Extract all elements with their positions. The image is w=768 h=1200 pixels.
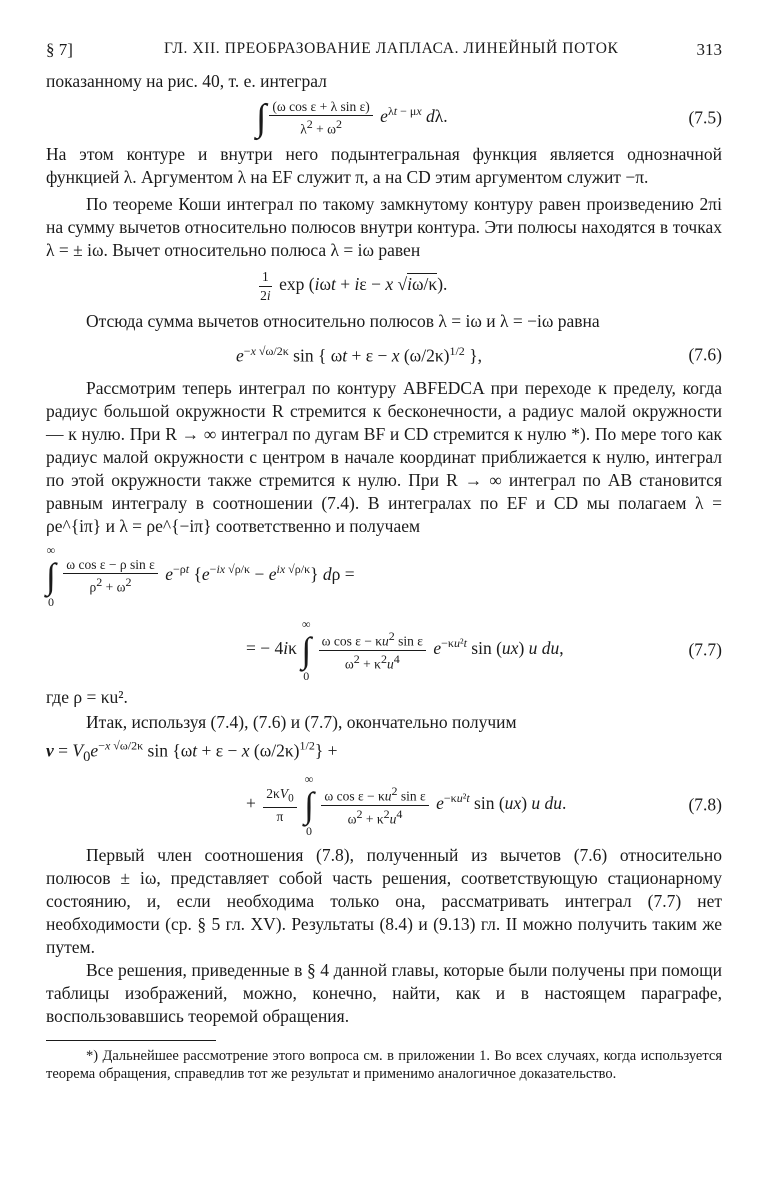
equation-7-7-line-2 <box>46 614 722 686</box>
equation-number: (7.7) <box>688 639 722 660</box>
equation-7-8-line-1 <box>46 734 722 770</box>
equation-7-7-line-1 <box>46 538 722 614</box>
equation-7-7-line-2-body: = − 4iκ ∞ ∫ 0 $\frac{\omega \cos \varepsilon - \kappa u^2 \sin \varepsilon}{\omega^2 + \kappa^2u^4}$ $e^{-\kappa u^2t}$ sin (ux) u du, <box>246 617 564 683</box>
equation-7-5 <box>46 93 722 143</box>
paragraph-2: На этом контуре и внутри него подынтегральная функция является однозначной функцией λ. Аргументом λ на EF служит π, а на CD этим аргументом служит −π. <box>46 144 722 187</box>
equation-7-6-body: $e^{-x √\omega/2\kappa}$ sin { ωt + ε − x $(\omega/2\kappa)^{1/2}$ }, <box>236 343 482 366</box>
paragraph-1: показанному на рис. 40, т. е. интеграл <box>46 71 327 91</box>
equation-number: (7.5) <box>688 107 722 128</box>
page <box>46 40 722 1083</box>
footnote: *) Дальнейшее рассмотрение этого вопроса см. в приложении 1. Во всех случаях, когда используется теорема обращения, справедлив тот же результат и применимо аналогичное доказательство. <box>46 1048 722 1082</box>
equation-number: (7.8) <box>688 794 722 815</box>
running-header <box>46 40 722 62</box>
equation-7-8-line-2 <box>46 770 722 840</box>
equation-number: (7.6) <box>688 344 722 365</box>
paragraph-6: где ρ = κu². <box>46 687 128 707</box>
page-number: 313 <box>696 40 722 59</box>
residue-expression: $\frac{1}{2i}$ exp (iωt + iε − x √iω/κ). <box>260 269 448 303</box>
equation-7-6 <box>46 333 722 377</box>
equation-7-8-line-1-body: $v = V_0e^{-x √\omega/2\kappa}$ sin {ωt + ε − x $(\omega/2\kappa)^{1/2}$} + <box>46 738 338 765</box>
paragraph-7: Итак, используя (7.4), (7.6) и (7.7), окончательно получим <box>86 712 517 732</box>
paragraph-5: Рассмотрим теперь интеграл по контуру ABFEDCA при переходе к пределу, когда радиус большой окружности R стремится к бесконечности, а радиус малой окружности — к нулю. При R → ∞ интеграл по дугам BF и CD стремится к нулю *). По мере того как радиус малой окружности с центром в начале координат приближается к нулю, интеграл по этой окружности также стремится к нулю. При R → ∞ интеграл по AB становится равным интегралу в соотношении (7.4). В интегралах по EF и CD мы полагаем λ = ρe^{iπ} и λ = ρe^{−iπ} соответственно и получаем <box>46 378 722 536</box>
paragraph-9: Все решения, приведенные в § 4 данной главы, которые были получены при помощи таблицы изображений, можно, конечно, найти, как и в настоящем параграфе, воспользовавшись теоремой обращения. <box>46 960 722 1026</box>
equation-residue <box>46 262 722 310</box>
equation-7-7-line-1-body: ∞ ∫ 0 $\frac{\text{ω cos ε − ρ sin ε}}{\rho^2 + \omega^2}$ $e^{-\rho t}$ $\{e^{-ix √\rho/\kappa} - e^{ix √\rho/\kappa}\} d\rho$ = <box>46 543 355 609</box>
equation-7-5-body: ∫ $\frac{\text{(ω cos ε + λ sin ε)}}{\lambda^2 + \omega^2}$ $e^{\lambda t - \mu x}$ dλ. <box>256 97 448 139</box>
footnote-divider <box>46 1040 216 1041</box>
paragraph-4: Отсюда сумма вычетов относительно полюсов λ = iω и λ = −iω равна <box>86 311 600 331</box>
paragraph-3: По теореме Коши интеграл по такому замкнутому контуру равен произведению 2πi на сумму вычетов относительно полюсов внутри контура. Эти полюсы находятся в точках λ = ± iω. Вычет относительно полюса λ = iω равен <box>46 194 722 260</box>
equation-7-8-line-2-body: + $\frac{2\kappa V_0}{\pi}$ ∞ ∫ 0 $\frac{\omega \cos \varepsilon - \kappa u^2 \sin \varepsilon}{\omega^2 + \kappa^2u^4}$ $e^{-\kappa u^2t}$ sin (ux) u du. <box>246 772 567 838</box>
header-section: § 7] <box>46 40 73 59</box>
header-title: ГЛ. XII. ПРЕОБРАЗОВАНИЕ ЛАПЛАСА. ЛИНЕЙНЫЙ ПОТОК <box>164 40 619 57</box>
paragraph-8: Первый член соотношения (7.8), полученный из вычетов (7.6) относительно полюсов ± iω, представляет собой часть решения, соответствующую стационарному состоянию, и, если необходима только она, рассматривать интеграл (7.7) нет необходимости (ср. § 5 гл. XV). Результаты (8.4) и (9.13) гл. II можно получить таким же путем. <box>46 845 722 957</box>
